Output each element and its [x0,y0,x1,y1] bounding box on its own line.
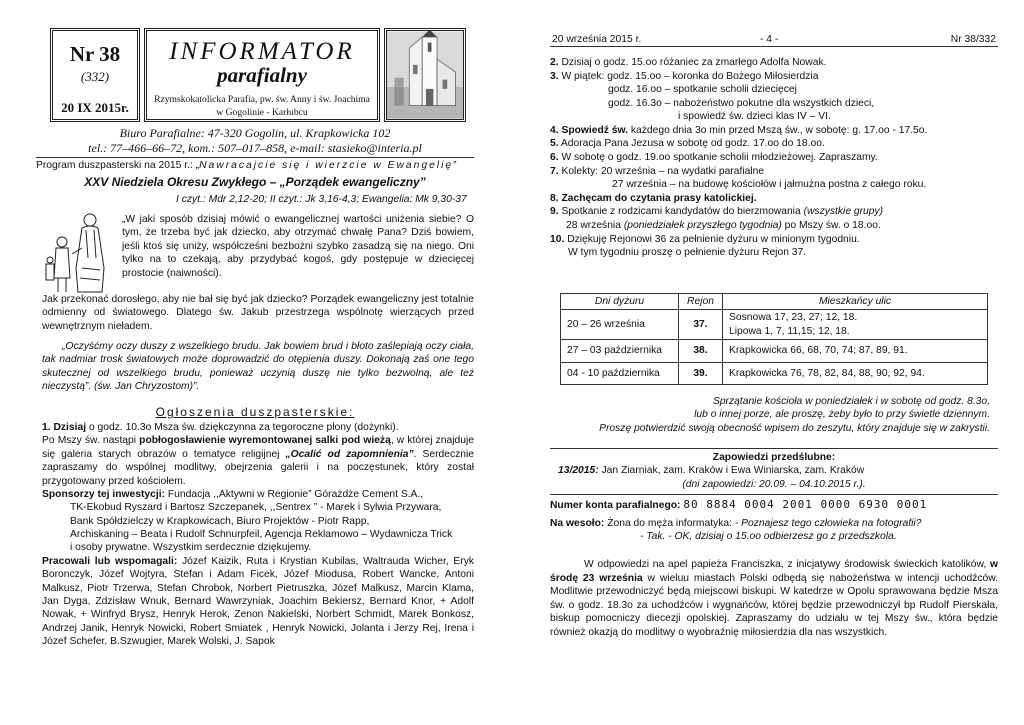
church-image [384,28,466,122]
announcement-9-line-2: 28 września (poniedziałek przyszłego tygodnia) po Mszy św. o 18.oo. [566,219,881,231]
masthead [50,28,466,122]
sponsors-line-4: Archiskaning – Beata i Rudolf Schnurpfeil, Agencja Reklamowo – Wydawnicza Trick [70,529,453,540]
gallery-title: „Ocalić od zapomnienia” [285,448,414,460]
newsletter-title: INFORMATOR [169,38,355,65]
table-row [561,362,988,384]
helpers-label: Pracowali lub wspomagali: [42,555,178,567]
helpers-text: Józef Kaizik, Ruta i Krystian Kubilas, Waltrauda Wicher, Eryk Boronczyk, Józef Wojtyra, Stefan i Adam Ficek, Józef Miodusa, Robert Wancke, Antoni Malkusz, Piotr Trzerwa, Stefan Chrobok, Norbert Pietruszka, Józef Malkusz, Marcin Klama, Jan Dyga, Zdzisław Wnuk, Bernard Wawrzyniak, Joachim Bekiersz, Bernard Knor, + Adolf Nowak, + Winfryd Brysz, Henryk Herok, Zenon Nakielski, Norbert Schmidt, Marek Bonkosz, Andrzej Janik, Henryk Nowicki, Robert Smiatek , Henryk Nowicki, Jolanta i Jerzy Rej, Irena i Józef Schefer, B.Szwugier, Marek Wolski, J. Sapok [42,555,474,647]
announcement-8: 8. Zachęcam do czytania prasy katolickiej. [550,192,757,204]
blessing-pre: Po Mszy św. nastąpi [42,435,140,447]
announcements [42,421,474,648]
refugee-prayer-notice: W odpowiedzi na apel papieża Franciszka, z inicjatywy środowisk świeckich katolików, w środę 23 września w wieluu miastach Polski odbędą się nabożeństwa w intencji uchodźców. Modlitwie przewodniczyć będą miejscowi biskupi. W katedrze w Opolu sprawowana będzie Msza św. o godz. 18.3o za uchodźców i wygnańców, której będzie przewodniczył bp Rudolf Pierskała, biskup pomocniczy diecezji opolskiej. Zapraszamy do udziału w tej Mszy św., która będzie również okazją do modlitwy o wyobraźnię miłosierdzia dla nas wszystkich. [550,559,998,638]
sunday-title: XXV Niedziela Okresu Zwykłego – „Porządek ewangeliczny” [84,175,426,189]
table-cell-streets: Krapkowicka 76, 78, 82, 84, 88, 90, 92, 94. [723,362,988,384]
header-page-number: - 4 - [760,34,779,45]
sponsors-line-5: i osoby prywatne. Wszystkim serdecznie dziękujemy. [70,542,312,554]
issue-date: 20 IX 2015r. [61,99,129,115]
parish-line-2: w Gogolinie - Karłubcu [216,106,308,118]
announcement-3-line-4: i spowiedź św. dzieci klas IV – VI. [678,111,831,123]
banns-number: 13/2015: [558,465,599,477]
jesus-children-icon [42,208,118,294]
table-cell-streets [723,310,988,340]
table-cell-rejon: 39. [679,362,723,384]
table-cell-streets: Krapkowicka 66, 68, 70, 74; 87, 89, 91. [723,340,988,362]
announcements-heading: Ogłoszenia duszpasterskie: [155,405,355,419]
announcement-1-text: o godz. 10.3o Msza św. dziękczynna za tegoroczne plony (dożynki). [86,422,399,433]
banns-heading: Zapowiedzi przedślubne: [712,452,836,463]
streets-line: Lipowa 1, 7, 11,15; 12, 18. [729,325,850,337]
announcement-10: 10. Dziękuję Rejonowi 36 za pełnienie dyżuru w minionym tygodniu. [550,233,860,245]
sermon-body: Jak przekonać dorosłego, aby nie bał się być jak dziecko? Porządek ewangeliczny jest totalnie odmienny od światowego. Dlatego św. Jakub przestrzega wspólnotę wierzących przed wewnętrznym nieładem. [42,294,474,332]
table-header: Mieszkańcy ulic [723,294,988,310]
blessing-mid: , w której znajduje się galeria starych obrazów o tematyce religijnej [42,435,474,460]
issue-box [50,28,140,122]
right-page [550,0,998,725]
title-box [144,28,380,122]
issue-number: Nr 38 [69,42,121,66]
announcement-7: 7. Kolekty: 20 września – na wydatki parafialne [550,165,765,177]
pastoral-program [36,157,474,172]
table-row [561,340,988,362]
announcement-3-line-2: godz. 16.oo – spotkanie scholii dziecięcej [608,84,797,96]
announcement-3: 3. W piątek: godz. 15.oo – koronka do Bożego Miłosierdzia [550,70,819,82]
program-prefix: Program duszpasterski na 2015 r.: „ [36,160,200,171]
office-info [36,126,474,156]
church-icon [387,31,463,119]
table-cell-rejon: 38. [679,340,723,362]
sponsors-line-2: TK-Ekobud Ryszard i Bartosz Szczepanek, ,,Sentrex ” - Marek i Sylwia Przywara, [70,502,442,514]
account-number: 80 8884 0004 2001 0000 6930 0001 [683,498,928,511]
announcement-9: 9. Spotkanie z rodzicami kandydatów do bierzmowania (wszystkie grupy) [550,206,884,218]
sermon-intro: „W jaki sposób dzisiaj mówić o ewangelicznej wartości uniżenia siebie? O tym, że trzeba być jak dziecko, aby otrzymać chwałę Pana? Dziś bowiem, jeśli ktoś się uniży, współcześni bezbożni szybko zasadzą się na niego. Oni tylko na to czekają, aby przydybać kogoś, gdy postępuje w dziecięcej prostocie (naiwności). [122,214,474,279]
table-cell-days: 27 – 03 października [561,340,679,362]
sponsors [42,488,474,501]
page-header [550,31,998,47]
announcement-3-line-3: godz. 16.3o – nabożeństwo pokutne dla wszystkich dzieci, [608,97,875,109]
chrysostom-quote: „Oczyśćmy oczy duszy z wszelkiego brudu. Jak bowiem brud i błoto zaślepiają oczy ciała, tak nadmiar trosk światowych może doprowadzić do otępienia duszy. Dokonają zaś one tego skutecznej od wszelkiego brudu, ponieważ uczynią duszę nie tylko bezwolną, ale też nieczystą”. (św. Jan Chryzostom)”. [42,341,474,393]
announcement-6: 6. W sobotę o godz. 19.oo spotkanie scholii młodzieżowej. Zapraszamy. [550,152,878,164]
bank-account [550,498,998,512]
office-address: Biuro Parafialne: 47-320 Gogolin, ul. Krapkowicka 102 [119,126,391,140]
helpers [42,555,474,649]
announcements-continued [550,56,998,260]
cleaning-note [550,395,990,435]
cleaning-line-2: lub o innej porze, ale proszę, żeby było to przy świetle dziennym. [694,409,990,421]
banns-dates: (dni zapowiedzi: 20.09. – 04.10.2015 r.). [682,478,866,490]
header-date: 20 września 2015 r. [552,34,642,45]
table-row [561,310,988,340]
joke-line-2: - Tak. - OK, dzisiaj o 15.oo odbierzesz go z przedszkola. [640,531,897,543]
readings: I czyt.: Mdr 2,12-20; II czyt.: Jk 3,16-4,3; Ewangelia: Mk 9,30-37 [176,194,467,205]
account-label: Numer konta parafialnego: [550,500,681,511]
table-header: Dni dyżuru [561,294,679,310]
joke-line-1: Na wesoło: Żona do męża informatyka: - Poznajesz tego człowieka na fotografii? [550,518,922,529]
banns-names: Jan Ziarniak, zam. Kraków i Ewa Winiarska, zam. Kraków [598,465,865,477]
announcement-7-line-2: 27 września – na budowę kościołów i jałmużna postna z całego roku. [612,179,927,191]
blessing-bold: pobłogosławienie wyremontowanej salki pod wieżą [139,435,391,447]
streets-line: Sosnowa 17, 23, 27; 12, 18. [729,312,858,324]
wedding-banns [550,448,998,495]
program-suffix: ” [453,160,457,171]
sponsors-label: Sponsorzy tej inwestycji: [42,488,166,500]
blessing-end: . Serdecznie zapraszamy do wspólnej modlitwy, obejrzenia galerii i na poczęstunek, który został przygotowany przed kościołem. [42,448,474,487]
program-motto: Nawracajcie się i wierzcie w Ewangelię [199,160,454,171]
cleaning-line-3: Proszę potwierdzić swoją obecność wpisem do zeszytu, który znajduje się w zakrystii. [599,422,990,434]
left-page [36,0,474,725]
table-cell-days: 20 – 26 września [561,310,679,340]
sponsors-text: Fundacja ,,Aktywni w Regionie” Górażdże Cement S.A., [165,488,424,500]
newsletter-subtitle: parafialny [217,63,307,87]
table-cell-rejon: 37. [679,310,723,340]
joke [550,517,998,544]
table-header-row [561,294,988,310]
sponsors-line-3: Bank Spółdzielczy w Krapkowicach, Biuro Projektów - Piotr Rapp, [70,515,370,527]
announcement-5: 5. Adoracja Pana Jezusa w sobotę od godz. 17.oo do 18.oo. [550,138,825,150]
announcement-1-label: 1. Dzisiaj [42,422,87,433]
duty-schedule-table [560,293,988,385]
announcement-2: 2. Dzisiaj o godz. 15.oo różaniec za zmarłego Adolfa Nowak. [550,57,827,68]
parish-line-1: Rzymskokatolicka Parafia, pw. św. Anny i św. Joachima [154,94,370,105]
issue-serial: (332) [80,69,110,85]
announcement-4: 4. Spowiedź św. każdego dnia 3o min przed Mszą św., w sobotę: g. 17.oo - 17.5o. [550,124,928,136]
cleaning-line-1: Sprzątanie kościoła w poniedziałek i w sobotę od godz. 8.3o, [712,396,990,407]
jesus-children-illustration [42,208,118,294]
announcement-1 [42,421,474,434]
announcement-10-line-2: W tym tygodniu proszę o pełnienie dyżuru Rejon 37. [568,247,807,259]
announcement-1b [42,434,474,488]
header-issue: Nr 38/332 [950,34,996,45]
banns-entry [550,464,998,477]
table-header: Rejon [679,294,723,310]
office-contact: tel.: 77–466–66–72, kom.: 507–017–858, e-mail: stasieko@interia.pl [88,141,422,155]
table-cell-days: 04 - 10 października [561,362,679,384]
